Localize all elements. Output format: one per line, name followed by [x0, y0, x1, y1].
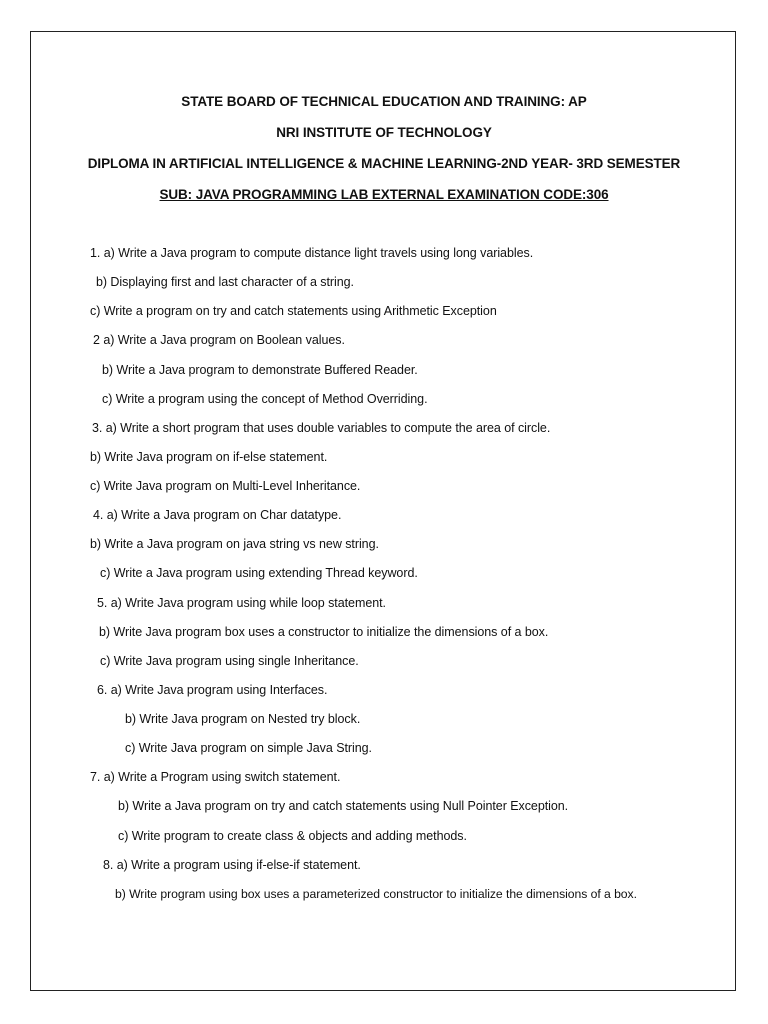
question-3b: b) Write Java program on if-else statement. — [90, 450, 328, 464]
question-5a: 5. a) Write Java program using while loop statement. — [97, 596, 386, 610]
course-heading: DIPLOMA IN ARTIFICIAL INTELLIGENCE & MACHINE LEARNING-2ND YEAR- 3RD SEMESTER — [87, 156, 681, 171]
question-6c: c) Write Java program on simple Java String. — [125, 741, 372, 755]
subject-heading: SUB: JAVA PROGRAMMING LAB EXTERNAL EXAMINATION CODE:306 — [159, 187, 609, 202]
question-6b: b) Write Java program on Nested try block. — [125, 712, 361, 726]
board-heading: STATE BOARD OF TECHNICAL EDUCATION AND TRAINING: AP — [181, 94, 587, 109]
question-4a: 4. a) Write a Java program on Char datatype. — [93, 508, 342, 522]
question-2a: 2 a) Write a Java program on Boolean values. — [93, 333, 345, 347]
institute-heading: NRI INSTITUTE OF TECHNOLOGY — [276, 125, 492, 140]
question-8b: b) Write program using box uses a parameterized constructor to initialize the dimensions of a box. — [115, 887, 637, 901]
question-1b: b) Displaying first and last character of a string. — [96, 275, 354, 289]
question-5c: c) Write Java program using single Inheritance. — [100, 654, 359, 668]
question-3c: c) Write Java program on Multi-Level Inheritance. — [90, 479, 361, 493]
question-4c: c) Write a Java program using extending Thread keyword. — [100, 566, 418, 580]
question-5b: b) Write Java program box uses a constructor to initialize the dimensions of a box. — [99, 625, 549, 639]
question-1c: c) Write a program on try and catch statements using Arithmetic Exception — [90, 304, 497, 318]
question-7b: b) Write a Java program on try and catch statements using Null Pointer Exception. — [118, 799, 569, 813]
question-3a: 3. a) Write a short program that uses double variables to compute the area of circle. — [92, 421, 551, 435]
question-1a: 1. a) Write a Java program to compute distance light travels using long variables. — [90, 246, 534, 260]
question-7a: 7. a) Write a Program using switch statement. — [90, 770, 341, 784]
question-8a: 8. a) Write a program using if-else-if statement. — [103, 858, 361, 872]
question-7c: c) Write program to create class & objects and adding methods. — [118, 829, 467, 843]
question-2c: c) Write a program using the concept of Method Overriding. — [102, 392, 428, 406]
question-4b: b) Write a Java program on java string vs new string. — [90, 537, 379, 551]
question-6a: 6. a) Write Java program using Interfaces. — [97, 683, 328, 697]
question-2b: b) Write a Java program to demonstrate Buffered Reader. — [102, 363, 418, 377]
